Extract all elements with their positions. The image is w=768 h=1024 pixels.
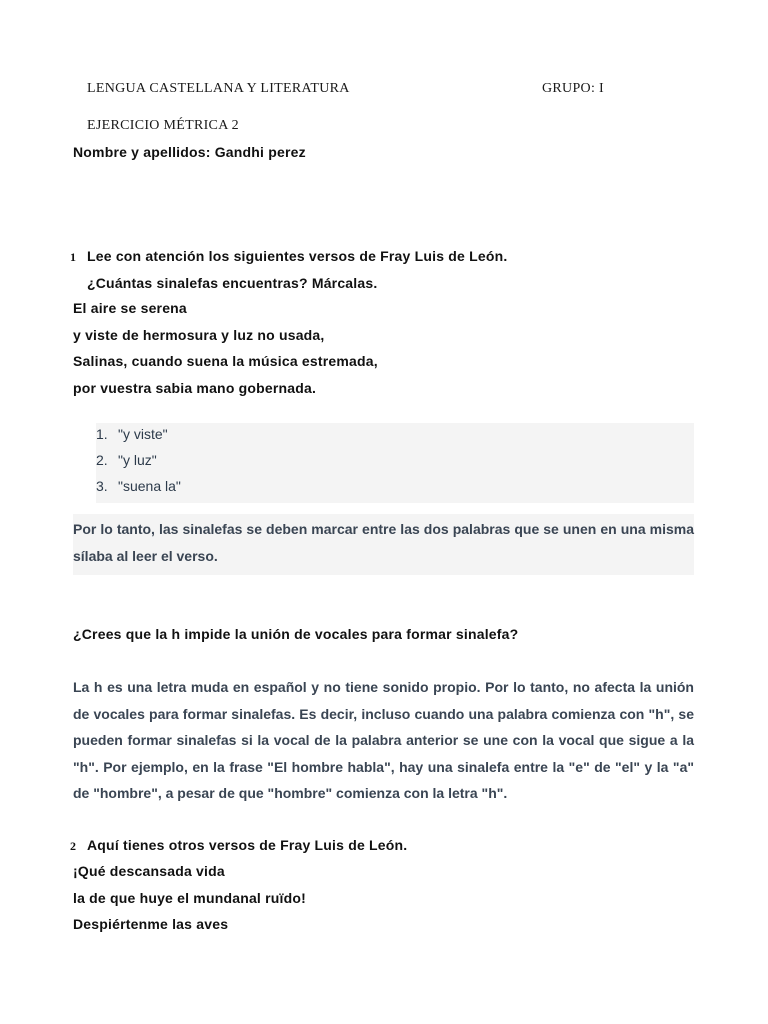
poem-1	[73, 295, 378, 401]
question-1-number: 1	[70, 250, 76, 264]
list-item: 3. "suena la"	[96, 478, 181, 494]
verse-line: por vuestra sabia mano gobernada.	[73, 379, 317, 396]
group-label: GRUPO: I	[542, 81, 604, 96]
subject-title: LENGUA CASTELLANA Y LITERATURA	[87, 81, 350, 96]
question-1-prompt: Lee con atención los siguientes versos de Fray Luis de León.	[87, 248, 508, 264]
question-2-number: 2	[70, 839, 76, 853]
verse-line: Salinas, cuando suena la música estremada,	[73, 353, 378, 369]
list-item: 1. "y viste"	[96, 426, 168, 442]
sinalefa-answer-list	[96, 423, 694, 503]
verse-line: El aire se serena	[73, 300, 187, 316]
poem-2	[73, 858, 306, 938]
exercise-title: EJERCICIO MÉTRICA 2	[87, 118, 239, 133]
h-question: ¿Crees que la h impide la unión de vocales para formar sinalefa?	[73, 626, 519, 642]
verse-line: y viste de hermosura y luz no usada,	[73, 326, 325, 343]
verse-line: ¡Qué descansada vida	[73, 863, 225, 879]
question-1-answer: Por lo tanto, las sinalefas se deben marcar entre las dos palabras que se unen en una misma sílaba al leer el verso.	[73, 521, 694, 564]
verse-line: la de que huye el mundanal ruïdo!	[73, 889, 306, 906]
question-1-question: ¿Cuántas sinalefas encuentras? Márcalas.	[87, 275, 378, 291]
student-name: Nombre y apellidos: Gandhi perez	[73, 144, 306, 160]
question-2-prompt: Aquí tienes otros versos de Fray Luis de León.	[87, 837, 408, 853]
verse-line: Despiértenme las aves	[73, 916, 229, 932]
h-answer: La h es una letra muda en español y no tiene sonido propio. Por lo tanto, no afecta la unión de vocales para formar sinalefas. Es decir, incluso cuando una palabra comienza con "h", se pueden formar sinalefas si la vocal de la palabra anterior se une con la vocal que sigue a la "h". Por ejemplo, en la frase "El hombre habla", hay una sinalefa entre la "e" de "el" y la "a" de "hombre", a pesar de que "hombre" comienza con la letra "h".	[73, 679, 694, 801]
list-item: 2. "y luz"	[96, 452, 157, 468]
